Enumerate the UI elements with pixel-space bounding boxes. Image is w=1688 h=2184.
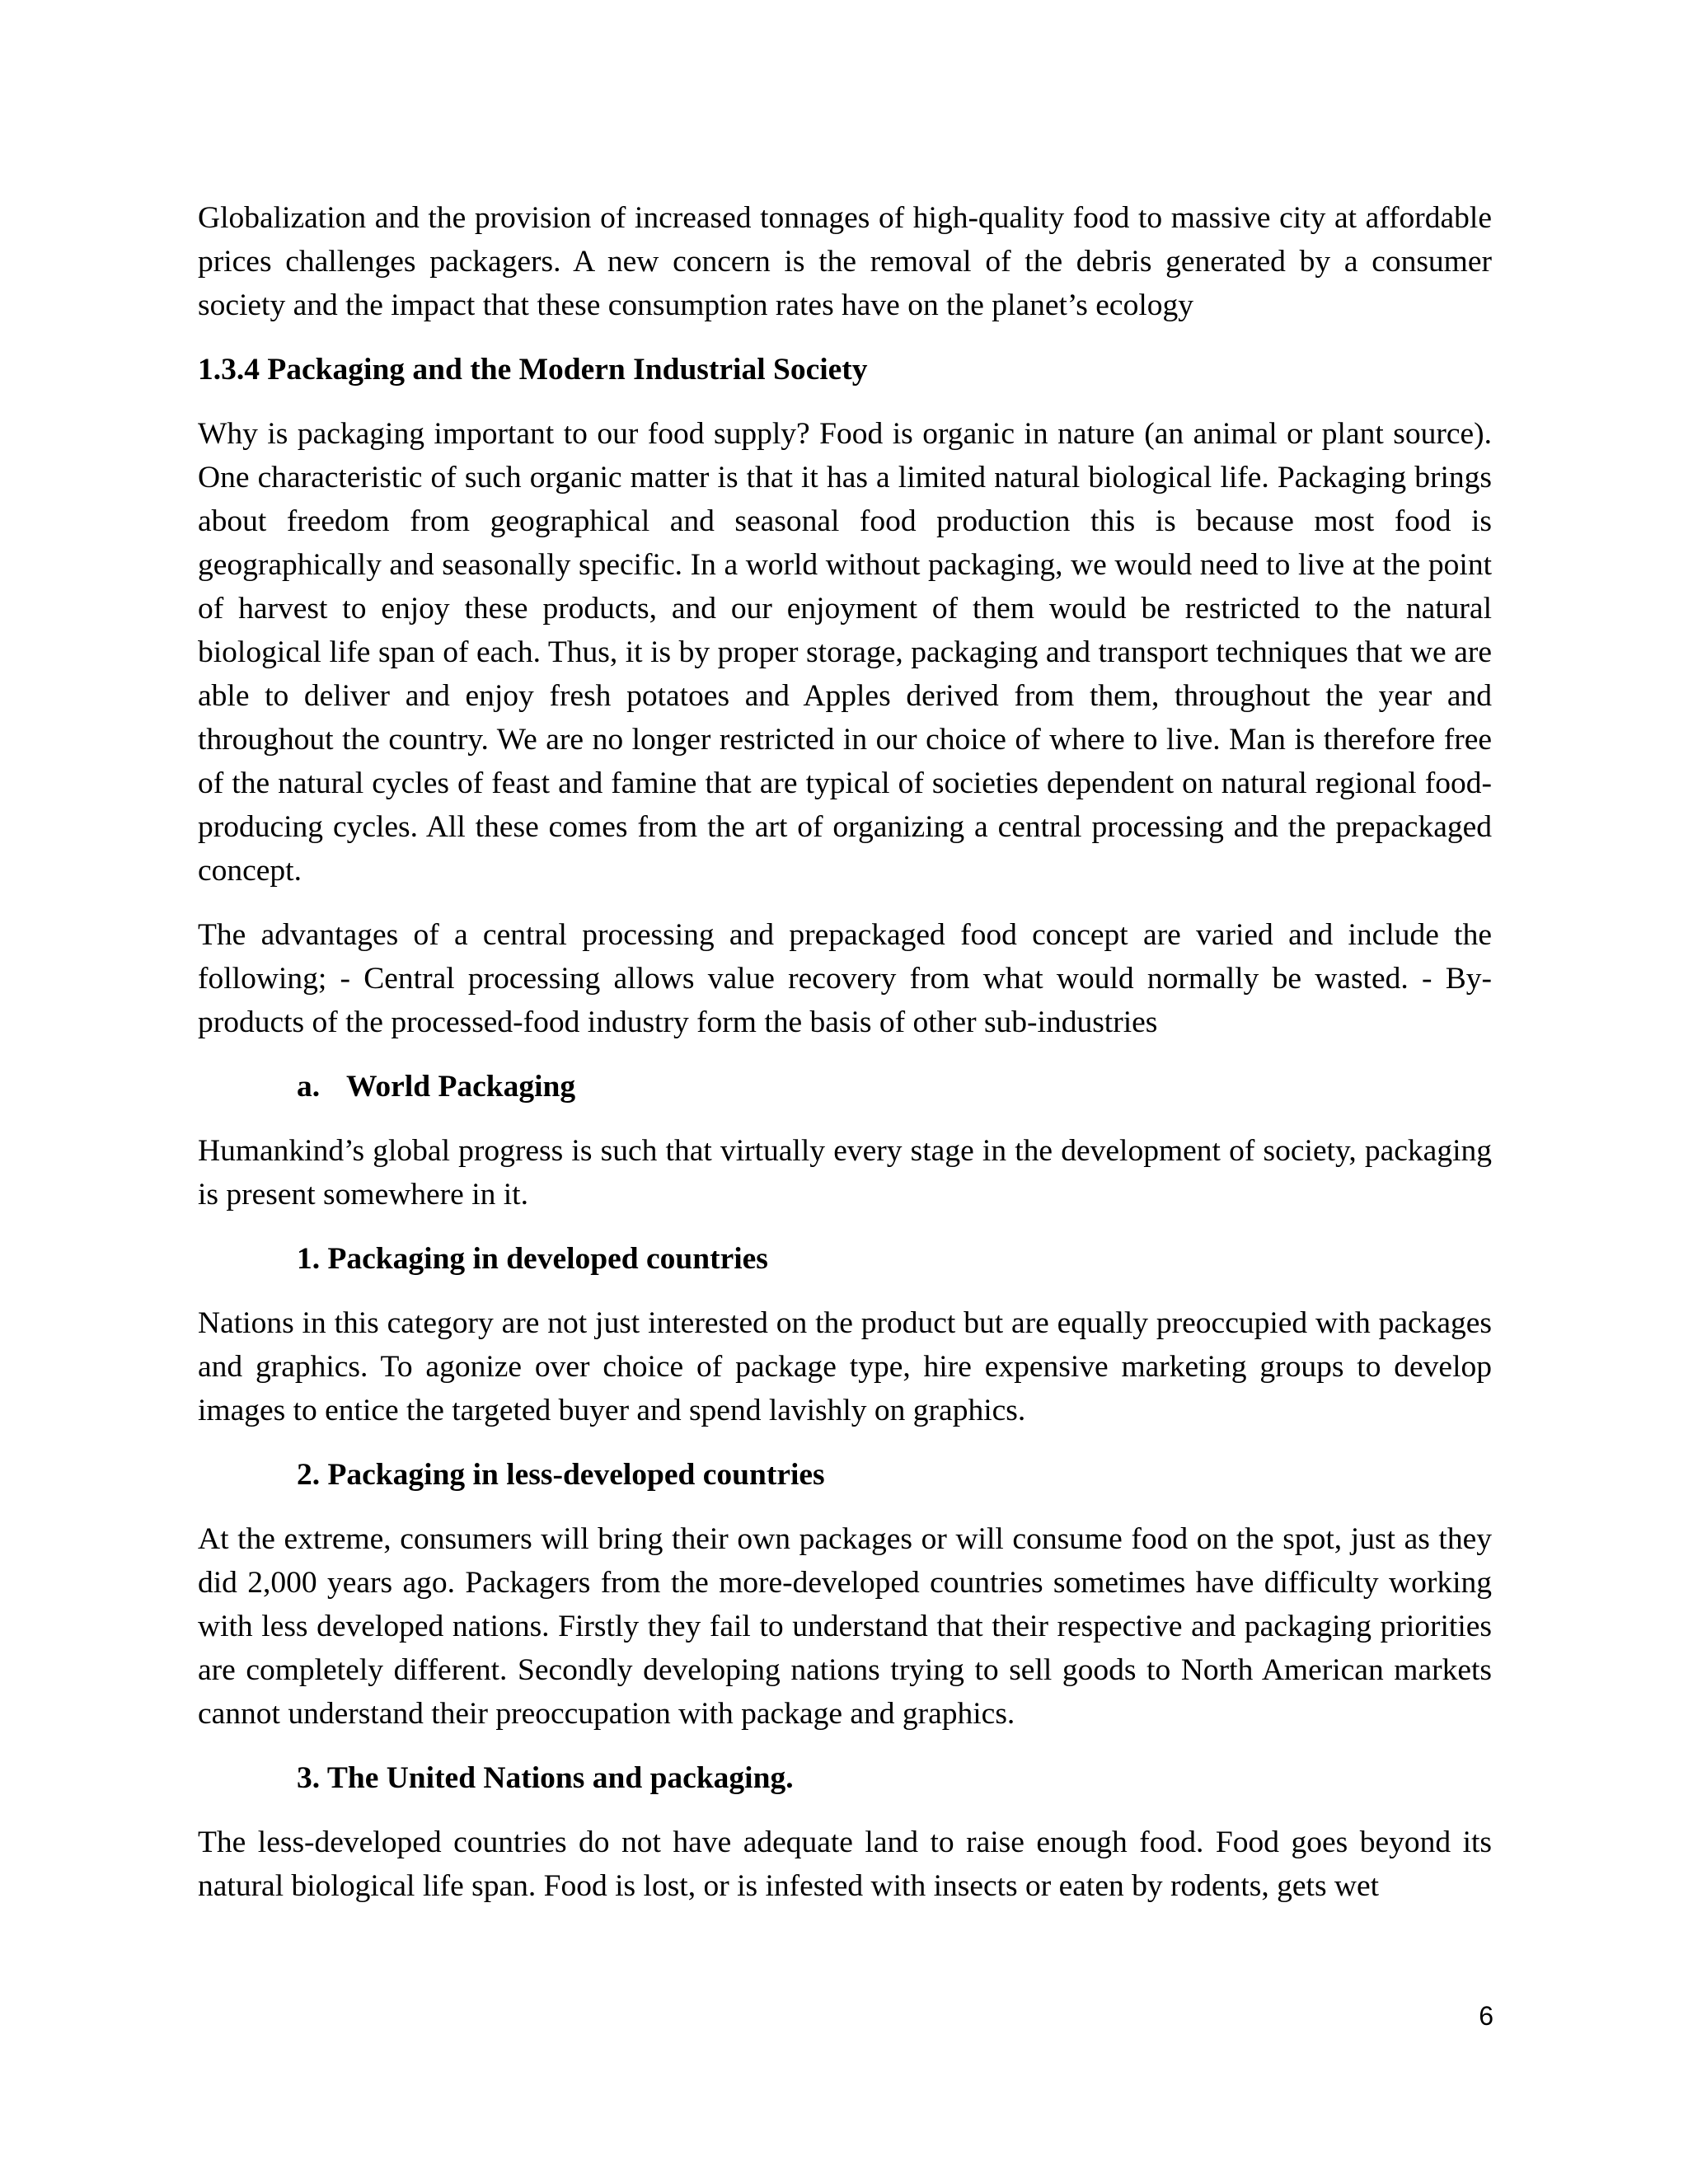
subheading-label: World Packaging <box>346 1070 576 1104</box>
subheading-developed-countries: 1. Packaging in developed countries <box>297 1242 768 1276</box>
subheading-world-packaging <box>198 1065 1492 1108</box>
section-heading-1-3-4: 1.3.4 Packaging and the Modern Industrial Society <box>198 353 868 387</box>
paragraph-developed-countries: Nations in this category are not just interested on the product but are equally preoccupied with packages and graphics. To agonize over choice of package type, hire expensive marketing groups to develop images to entice the targeted buyer and spend lavishly on graphics. <box>198 1306 1492 1427</box>
paragraph-less-developed-countries: At the extreme, consumers will bring their own packages or will consume food on the spot, just as they did 2,000 years ago. Packagers from the more-developed countries sometimes have difficulty working with less developed nations. Firstly they fail to understand that their respective and packaging priorities are completely different. Secondly developing nations trying to sell goods to North American markets cannot understand their preoccupation with package and graphics. <box>198 1522 1492 1731</box>
paragraph-advantages: The advantages of a central processing and prepackaged food concept are varied and include the following; - Central processing allows value recovery from what would normally be wasted. - By-products of the processed-food industry form the basis of other sub-industries <box>198 918 1492 1039</box>
page-number: 6 <box>1479 2001 1493 2031</box>
list-marker: a. <box>297 1070 321 1104</box>
subheading-less-developed-countries: 2. Packaging in less-developed countries <box>297 1458 825 1492</box>
subheading-united-nations: 3. The United Nations and packaging. <box>297 1761 794 1795</box>
paragraph-packaging-importance: Why is packaging important to our food supply? Food is organic in nature (an animal or plant source). One characteristic of such organic matter is that it has a limited natural biological life. Packaging brings about freedom from geographical and seasonal food production this is because most food is geographically and seasonally specific. In a world without packaging, we would need to live at the point of harvest to enjoy these products, and our enjoyment of them would be restricted to the natural biological life span of each. Thus, it is by proper storage, packaging and transport techniques that we are able to deliver and enjoy fresh potatoes and Apples derived from them, throughout the year and throughout the country. We are no longer restricted in our choice of where to live. Man is therefore free of the natural cycles of feast and famine that are typical of societies dependent on natural regional food-producing cycles. All these comes from the art of organizing a central processing and the prepackaged concept. <box>198 417 1492 888</box>
document-body <box>198 196 1492 1929</box>
paragraph-world-packaging: Humankind’s global progress is such that virtually every stage in the development of society, packaging is present somewhere in it. <box>198 1134 1492 1212</box>
paragraph-united-nations: The less-developed countries do not have adequate land to raise enough food. Food goes beyond its natural biological life span. Food is lost, or is infested with insects or eaten by rodents, gets wet <box>198 1825 1492 1903</box>
paragraph-intro: Globalization and the provision of increased tonnages of high-quality food to massive city at affordable prices challenges packagers. A new concern is the removal of the debris generated by a consumer society and the impact that these consumption rates have on the planet’s ecology <box>198 201 1492 322</box>
